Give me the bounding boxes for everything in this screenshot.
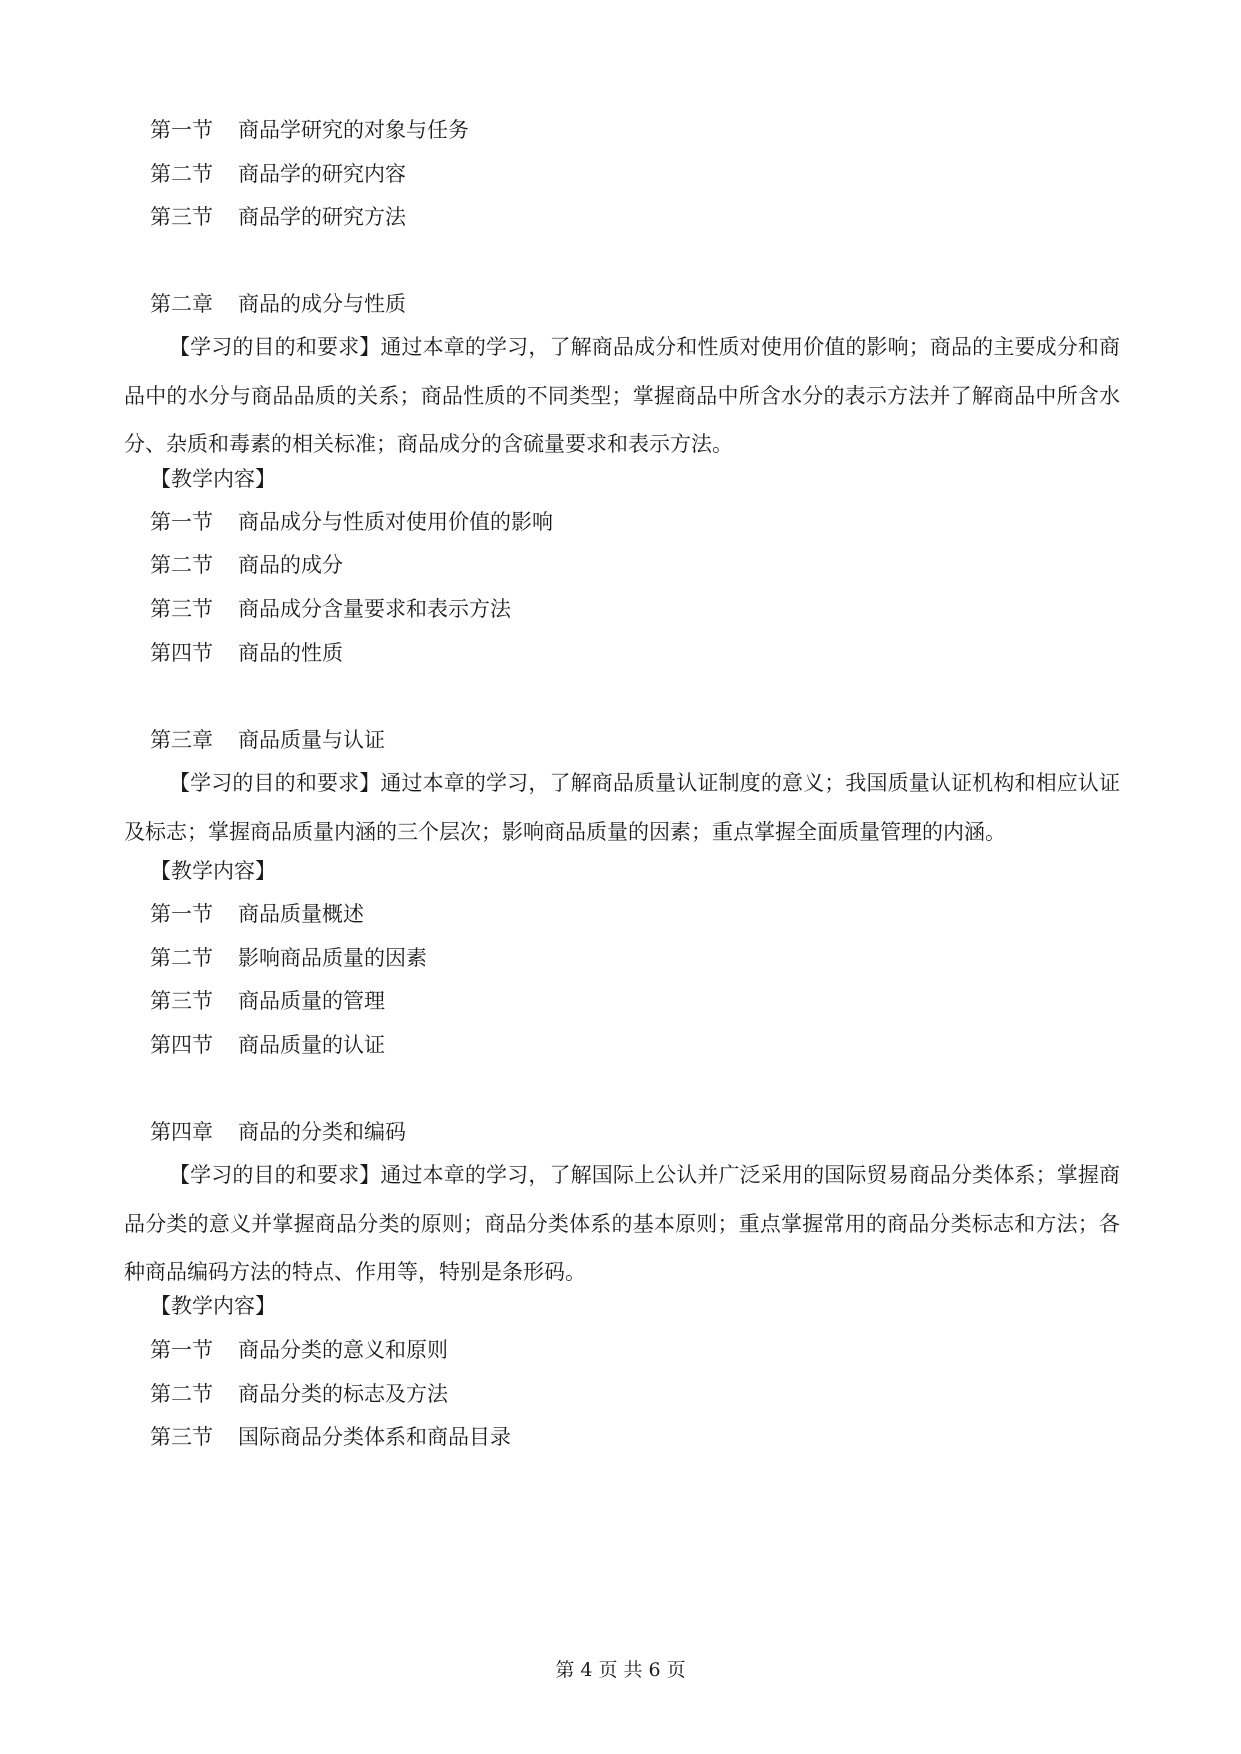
section-title: 商品学研究的对象与任务 [238, 118, 469, 142]
chapter3-content-label: 【教学内容】 [150, 859, 276, 883]
chapter3-section-1 [150, 900, 364, 928]
chapter-label: 第二章 [150, 292, 213, 316]
chapter-title: 商品的成分与性质 [238, 292, 406, 316]
section-title: 商品质量概述 [238, 902, 364, 926]
section-label: 第三节 [150, 205, 213, 229]
section-label: 第二节 [150, 1382, 213, 1406]
section-title: 商品质量的管理 [238, 989, 385, 1013]
section-label: 第三节 [150, 597, 213, 621]
chapter1-section-3 [150, 203, 406, 231]
section-label: 第一节 [150, 1338, 213, 1362]
chapter4-section-3 [150, 1423, 511, 1451]
chapter3-heading [150, 726, 385, 754]
chapter2-content-label: 【教学内容】 [150, 467, 276, 491]
section-label: 第三节 [150, 989, 213, 1013]
chapter4-objectives: 【学习的目的和要求】通过本章的学习，了解国际上公认并广泛采用的国际贸易商品分类体系；掌握商品分类的意义并掌握商品分类的原则；商品分类体系的基本原则；重点掌握常用的商品分类标志和方法；各种商品编码方法的特点、作用等，特别是条形码。 [124, 1163, 1120, 1284]
chapter2-objectives: 【学习的目的和要求】通过本章的学习，了解商品成分和性质对使用价值的影响；商品的主要成分和商品中的水分与商品品质的关系；商品性质的不同类型；掌握商品中所含水分的表示方法并了解商品中所含水分、杂质和毒素的相关标准；商品成分的含硫量要求和表示方法。 [124, 335, 1120, 456]
chapter2-section-4 [150, 639, 343, 667]
chapter4-heading [150, 1118, 406, 1146]
chapter1-section-2 [150, 160, 406, 188]
chapter3-section-3 [150, 987, 385, 1015]
section-label: 第四节 [150, 1033, 213, 1057]
chapter3-section-4 [150, 1031, 385, 1059]
section-title: 影响商品质量的因素 [238, 946, 427, 970]
chapter2-heading [150, 290, 406, 318]
chapter2-section-1 [150, 508, 553, 536]
chapter3-section-2 [150, 944, 427, 972]
chapter-label: 第四章 [150, 1120, 213, 1144]
chapter-label: 第三章 [150, 728, 213, 752]
section-label: 第一节 [150, 902, 213, 926]
chapter2-section-2 [150, 551, 343, 579]
section-label: 第二节 [150, 946, 213, 970]
section-label: 第二节 [150, 162, 213, 186]
section-title: 商品分类的意义和原则 [238, 1338, 448, 1362]
section-title: 商品学的研究内容 [238, 162, 406, 186]
page-footer: 第 4 页 共 6 页 [555, 1659, 686, 1681]
section-title: 商品的性质 [238, 641, 343, 665]
section-label: 第一节 [150, 118, 213, 142]
chapter3-objectives: 【学习的目的和要求】通过本章的学习，了解商品质量认证制度的意义；我国质量认证机构和相应认证及标志；掌握商品质量内涵的三个层次；影响商品质量的因素；重点掌握全面质量管理的内涵。 [124, 771, 1120, 844]
section-label: 第三节 [150, 1425, 213, 1449]
section-title: 商品分类的标志及方法 [238, 1382, 448, 1406]
section-title: 商品学的研究方法 [238, 205, 406, 229]
section-title: 商品的成分 [238, 553, 343, 577]
chapter4-section-2 [150, 1380, 448, 1408]
section-label: 第二节 [150, 553, 213, 577]
section-title: 商品成分与性质对使用价值的影响 [238, 510, 553, 534]
chapter2-section-3 [150, 595, 511, 623]
section-title: 商品质量的认证 [238, 1033, 385, 1057]
chapter4-content-label: 【教学内容】 [150, 1294, 276, 1318]
chapter4-section-1 [150, 1336, 448, 1364]
section-label: 第四节 [150, 641, 213, 665]
chapter-title: 商品质量与认证 [238, 728, 385, 752]
section-label: 第一节 [150, 510, 213, 534]
section-title: 国际商品分类体系和商品目录 [238, 1425, 511, 1449]
chapter-title: 商品的分类和编码 [238, 1120, 406, 1144]
chapter1-section-1 [150, 116, 469, 144]
section-title: 商品成分含量要求和表示方法 [238, 597, 511, 621]
